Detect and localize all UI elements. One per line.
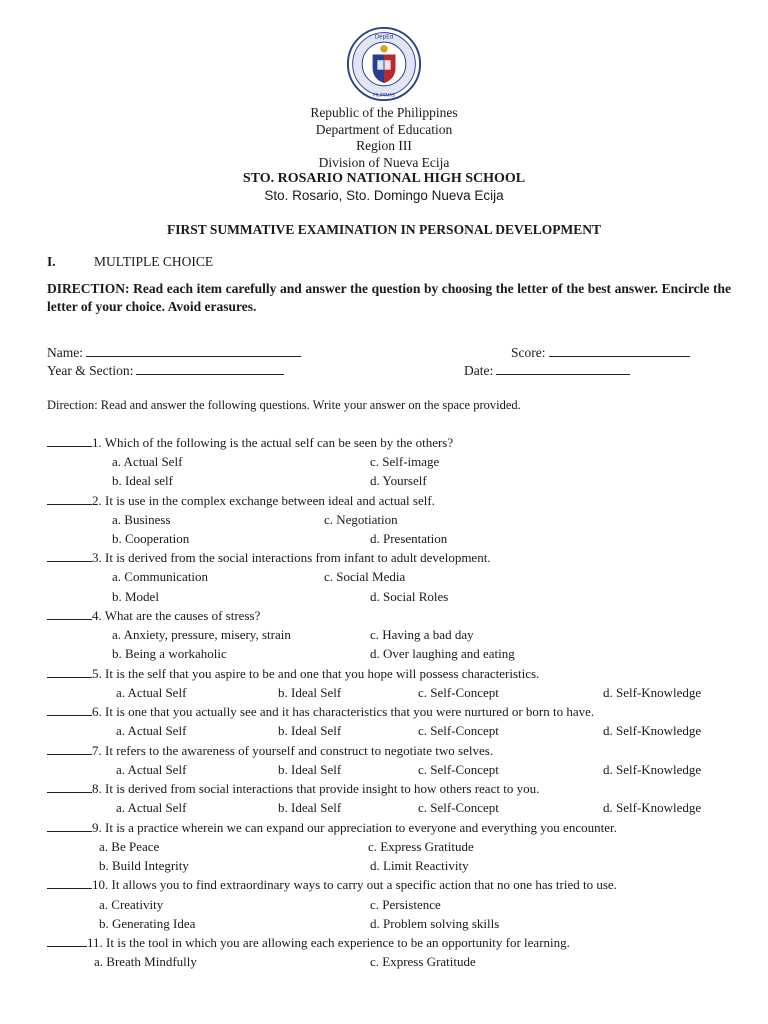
question-9: [47, 820, 617, 836]
name-blank[interactable]: [86, 344, 301, 357]
year-section-field[interactable]: [47, 362, 284, 379]
option-b[interactable]: b. Ideal Self: [278, 762, 342, 777]
option-a[interactable]: a. Actual Self: [112, 454, 183, 469]
question-7: [47, 743, 493, 759]
question-text: 8. It is derived from social interactions that provide insight to how others react to you.: [92, 781, 540, 796]
option-b[interactable]: b. Being a workaholic: [112, 646, 227, 661]
option-c[interactable]: c. Self-Concept: [418, 762, 499, 777]
option-d[interactable]: d. Self-Knowledge: [603, 723, 702, 738]
answer-blank[interactable]: [47, 435, 92, 447]
option-d[interactable]: d. Over laughing and eating: [370, 646, 515, 661]
answer-blank[interactable]: [47, 493, 92, 505]
exam-title: FIRST SUMMATIVE EXAMINATION IN PERSONAL DEVELOPMENT: [167, 222, 601, 237]
question-2: [47, 493, 435, 509]
question-text: 7. It refers to the awareness of yourself and construct to negotiate two selves.: [92, 743, 494, 758]
option-b[interactable]: b. Cooperation: [112, 531, 190, 546]
option-c[interactable]: c. Self-Concept: [418, 800, 499, 815]
option-b[interactable]: b. Ideal Self: [278, 800, 342, 815]
option-b[interactable]: b. Model: [112, 589, 159, 604]
svg-text:DepEd: DepEd: [374, 34, 394, 41]
question-text: 5. It is the self that you aspire to be and one that you hope will possess characteristics.: [92, 666, 540, 681]
answer-blank[interactable]: [47, 608, 92, 620]
header-division: Division of Nueva Ecija: [318, 154, 450, 170]
school-name: STO. ROSARIO NATIONAL HIGH SCHOOL: [242, 171, 526, 186]
question-text: 2. It is use in the complex exchange between ideal and actual self.: [92, 493, 435, 508]
option-d[interactable]: d. Presentation: [370, 531, 448, 546]
header-republic: Republic of the Philippines: [310, 105, 458, 120]
name-label: Name:: [47, 345, 83, 360]
option-d[interactable]: d. Limit Reactivity: [370, 858, 469, 873]
option-d[interactable]: d. Social Roles: [370, 589, 449, 604]
question-1: [47, 435, 453, 451]
question-text: 4. What are the causes of stress?: [92, 608, 261, 623]
answer-blank[interactable]: [47, 877, 92, 889]
option-c[interactable]: c. Self-Concept: [418, 723, 499, 738]
section-heading: [47, 254, 213, 270]
option-a[interactable]: a. Actual Self: [116, 685, 187, 700]
question-4: [47, 608, 260, 624]
option-d[interactable]: d. Self-Knowledge: [603, 800, 702, 815]
option-b[interactable]: b. Ideal Self: [278, 723, 342, 738]
option-a[interactable]: a. Be Peace: [99, 839, 160, 854]
school-address: Sto. Rosario, Sto. Domingo Nueva Ecija: [264, 187, 504, 203]
option-a[interactable]: a. Business: [112, 512, 171, 527]
answer-blank[interactable]: [47, 781, 92, 793]
option-c[interactable]: c. Self-Concept: [418, 685, 499, 700]
answer-blank[interactable]: [47, 743, 92, 755]
question-text: 9. It is a practice wherein we can expand our appreciation to everyone and everything you encounter.: [92, 820, 617, 835]
option-c[interactable]: c. Negotiation: [324, 512, 398, 527]
question-text: 1. Which of the following is the actual self can be seen by the others?: [92, 435, 454, 450]
option-a[interactable]: a. Actual Self: [116, 762, 187, 777]
header-block: [0, 105, 768, 204]
option-b[interactable]: b. Ideal self: [112, 473, 174, 488]
svg-text:PILIPINAS: PILIPINAS: [372, 93, 396, 99]
section-name: MULTIPLE CHOICE: [94, 254, 214, 269]
date-field[interactable]: [464, 362, 630, 379]
score-blank[interactable]: [549, 344, 690, 357]
option-c[interactable]: c. Self-image: [370, 454, 440, 469]
option-c[interactable]: c. Express Gratitude: [370, 954, 476, 969]
option-a[interactable]: a. Creativity: [99, 897, 164, 912]
answer-blank[interactable]: [47, 704, 92, 716]
question-text: 3. It is derived from the social interactions from infant to adult development.: [92, 550, 491, 565]
direction-text: : Read each item carefully and answer the question by choosing the letter of the best answer. Encircle the letter of your choice. Avoid erasures.: [47, 281, 731, 314]
option-b[interactable]: b. Generating Idea: [99, 916, 196, 931]
answer-blank[interactable]: [47, 820, 92, 832]
date-blank[interactable]: [496, 362, 630, 375]
date-label: Date:: [464, 363, 494, 378]
answer-blank[interactable]: [47, 550, 92, 562]
score-label: Score:: [511, 345, 546, 360]
option-a[interactable]: a. Communication: [112, 569, 209, 584]
header-department: Department of Education: [315, 121, 453, 137]
option-d[interactable]: d. Self-Knowledge: [603, 762, 702, 777]
option-a[interactable]: a. Anxiety, pressure, misery, strain: [112, 627, 291, 642]
option-c[interactable]: c. Having a bad day: [370, 627, 474, 642]
question-3: [47, 550, 491, 566]
header-region: Region III: [356, 138, 412, 153]
option-c[interactable]: c. Persistence: [370, 897, 441, 912]
score-field[interactable]: [511, 344, 690, 361]
question-text: 11. It is the tool in which you are allowing each experience to be an opportunity for learning.: [87, 935, 570, 950]
option-d[interactable]: d. Self-Knowledge: [603, 685, 702, 700]
question-10: [47, 877, 617, 893]
year-section-label: Year & Section:: [47, 363, 134, 378]
question-text: 6. It is one that you actually see and it has characteristics that you were nurtured or born to have.: [92, 704, 595, 719]
direction-paragraph: [47, 280, 731, 316]
question-5: [47, 666, 539, 682]
question-8: [47, 781, 539, 797]
question-text: 10. It allows you to find extraordinary ways to carry out a specific action that no one has tried to use.: [92, 877, 617, 892]
option-c[interactable]: c. Express Gratitude: [368, 839, 474, 854]
name-field[interactable]: [47, 344, 301, 361]
question-11: [47, 935, 570, 951]
year-section-blank[interactable]: [136, 362, 284, 375]
direction-label: DIRECTION: [47, 281, 126, 296]
option-d[interactable]: d. Yourself: [370, 473, 427, 488]
option-a[interactable]: a. Breath Mindfully: [94, 954, 197, 969]
answer-blank[interactable]: [47, 666, 92, 678]
answer-blank[interactable]: [47, 935, 87, 947]
section-number: I.: [47, 254, 56, 269]
option-b[interactable]: b. Build Integrity: [99, 858, 189, 873]
deped-seal-logo: [346, 26, 422, 102]
option-d[interactable]: d. Problem solving skills: [370, 916, 500, 931]
option-a[interactable]: a. Actual Self: [116, 723, 187, 738]
direction-2: Direction: Read and answer the following questions. Write your answer on the space provided.: [47, 398, 521, 412]
option-a[interactable]: a. Actual Self: [116, 800, 187, 815]
option-c[interactable]: c. Social Media: [324, 569, 406, 584]
option-b[interactable]: b. Ideal Self: [278, 685, 342, 700]
question-6: [47, 704, 594, 720]
